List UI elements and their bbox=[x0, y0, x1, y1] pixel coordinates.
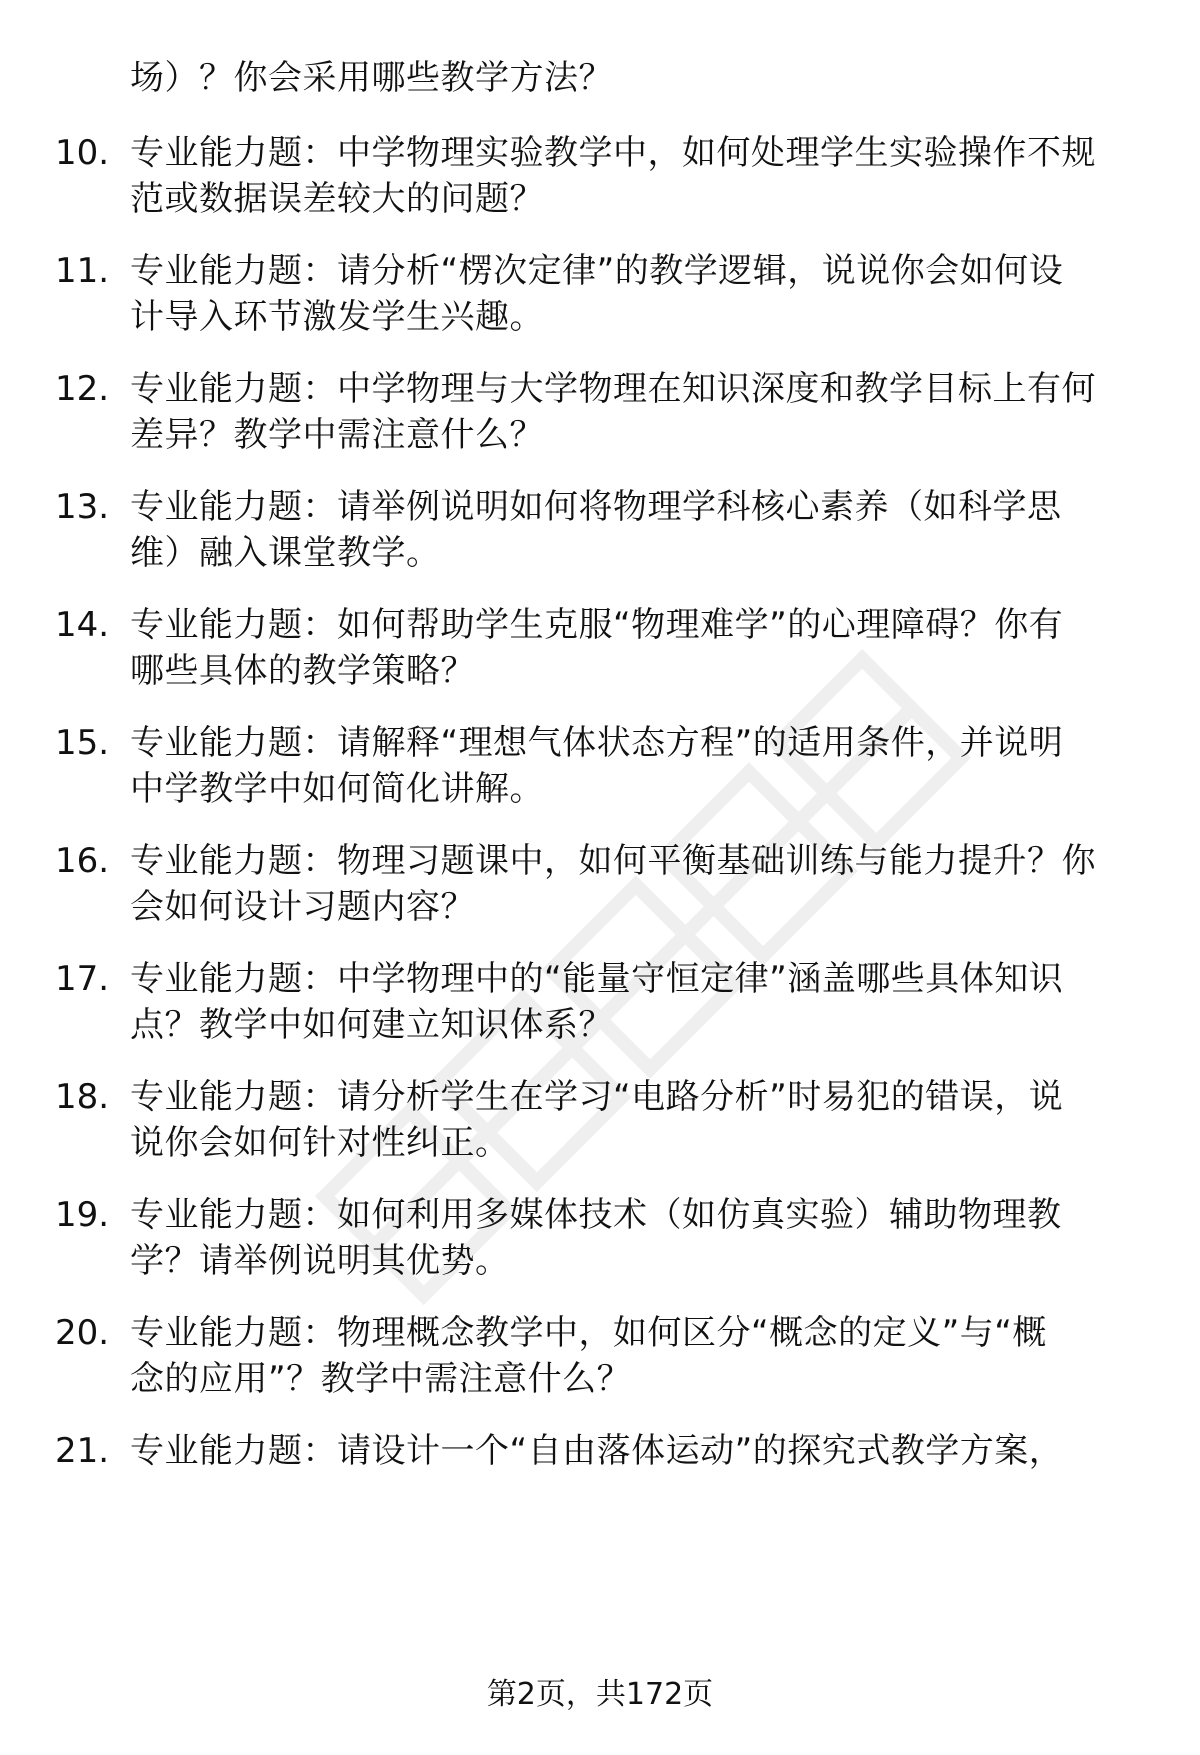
item-text-line: 专业能力题：请举例说明如何将物理学科核心素养（如科学思 bbox=[130, 487, 1062, 527]
item-text-line: 维）融入课堂教学。 bbox=[130, 533, 441, 573]
item-text-line: 专业能力题：中学物理与大学物理在知识深度和教学目标上有何 bbox=[130, 369, 1096, 409]
item-number: 14. bbox=[55, 605, 110, 645]
item-text-line: 专业能力题：请分析学生在学习“电路分析”时易犯的错误，说 bbox=[130, 1077, 1064, 1117]
item-number: 19. bbox=[55, 1195, 110, 1235]
item-number: 12. bbox=[55, 369, 110, 409]
item-text-line: 专业能力题：请分析“楞次定律”的教学逻辑，说说你会如何设 bbox=[130, 251, 1064, 291]
item-number: 17. bbox=[55, 959, 110, 999]
item-text-line: 学？请举例说明其优势。 bbox=[130, 1241, 510, 1281]
item-text-line: 专业能力题：物理概念教学中，如何区分“概念的定义”与“概 bbox=[130, 1313, 1047, 1353]
item-number: 13. bbox=[55, 487, 110, 527]
item-text-line: 中学教学中如何简化讲解。 bbox=[130, 769, 544, 809]
item-text-line: 专业能力题：中学物理中的“能量守恒定律”涵盖哪些具体知识 bbox=[130, 959, 1064, 999]
item-text-line: 差异？教学中需注意什么？ bbox=[130, 415, 544, 455]
item-number: 21. bbox=[55, 1431, 110, 1471]
item-text-line: 专业能力题：如何帮助学生克服“物理难学”的心理障碍？你有 bbox=[130, 605, 1064, 645]
page-footer: 第2页，共172页 bbox=[486, 1677, 714, 1712]
item-number: 20. bbox=[55, 1313, 110, 1353]
item-number: 15. bbox=[55, 723, 110, 763]
item-text-line: 哪些具体的教学策略？ bbox=[130, 651, 475, 691]
item-text-line: 说你会如何针对性纠正。 bbox=[130, 1123, 510, 1163]
item-number: 10. bbox=[55, 133, 110, 173]
item-text-line: 会如何设计习题内容？ bbox=[130, 887, 475, 927]
item-text-line: 专业能力题：如何利用多媒体技术（如仿真实验）辅助物理教 bbox=[130, 1195, 1062, 1235]
item-text-line: 计导入环节激发学生兴趣。 bbox=[130, 297, 544, 337]
item-text-line: 点？教学中如何建立知识体系？ bbox=[130, 1005, 613, 1045]
item-number: 11. bbox=[55, 251, 110, 291]
item-text-line: 专业能力题：请设计一个“自由落体运动”的探究式教学方案， bbox=[130, 1431, 1064, 1471]
item-text-line: 专业能力题：中学物理实验教学中，如何处理学生实验操作不规 bbox=[130, 133, 1096, 173]
item-number: 16. bbox=[55, 841, 110, 881]
item-text-line: 专业能力题：物理习题课中，如何平衡基础训练与能力提升？你 bbox=[130, 841, 1096, 881]
item-text-line: 念的应用”？教学中需注意什么？ bbox=[130, 1359, 632, 1399]
item-text-line: 范或数据误差较大的问题？ bbox=[130, 179, 544, 219]
item-number: 18. bbox=[55, 1077, 110, 1117]
item-text-line: 专业能力题：请解释“理想气体状态方程”的适用条件，并说明 bbox=[130, 723, 1064, 763]
list-item-continuation: 场）？你会采用哪些教学方法？ bbox=[130, 58, 613, 98]
